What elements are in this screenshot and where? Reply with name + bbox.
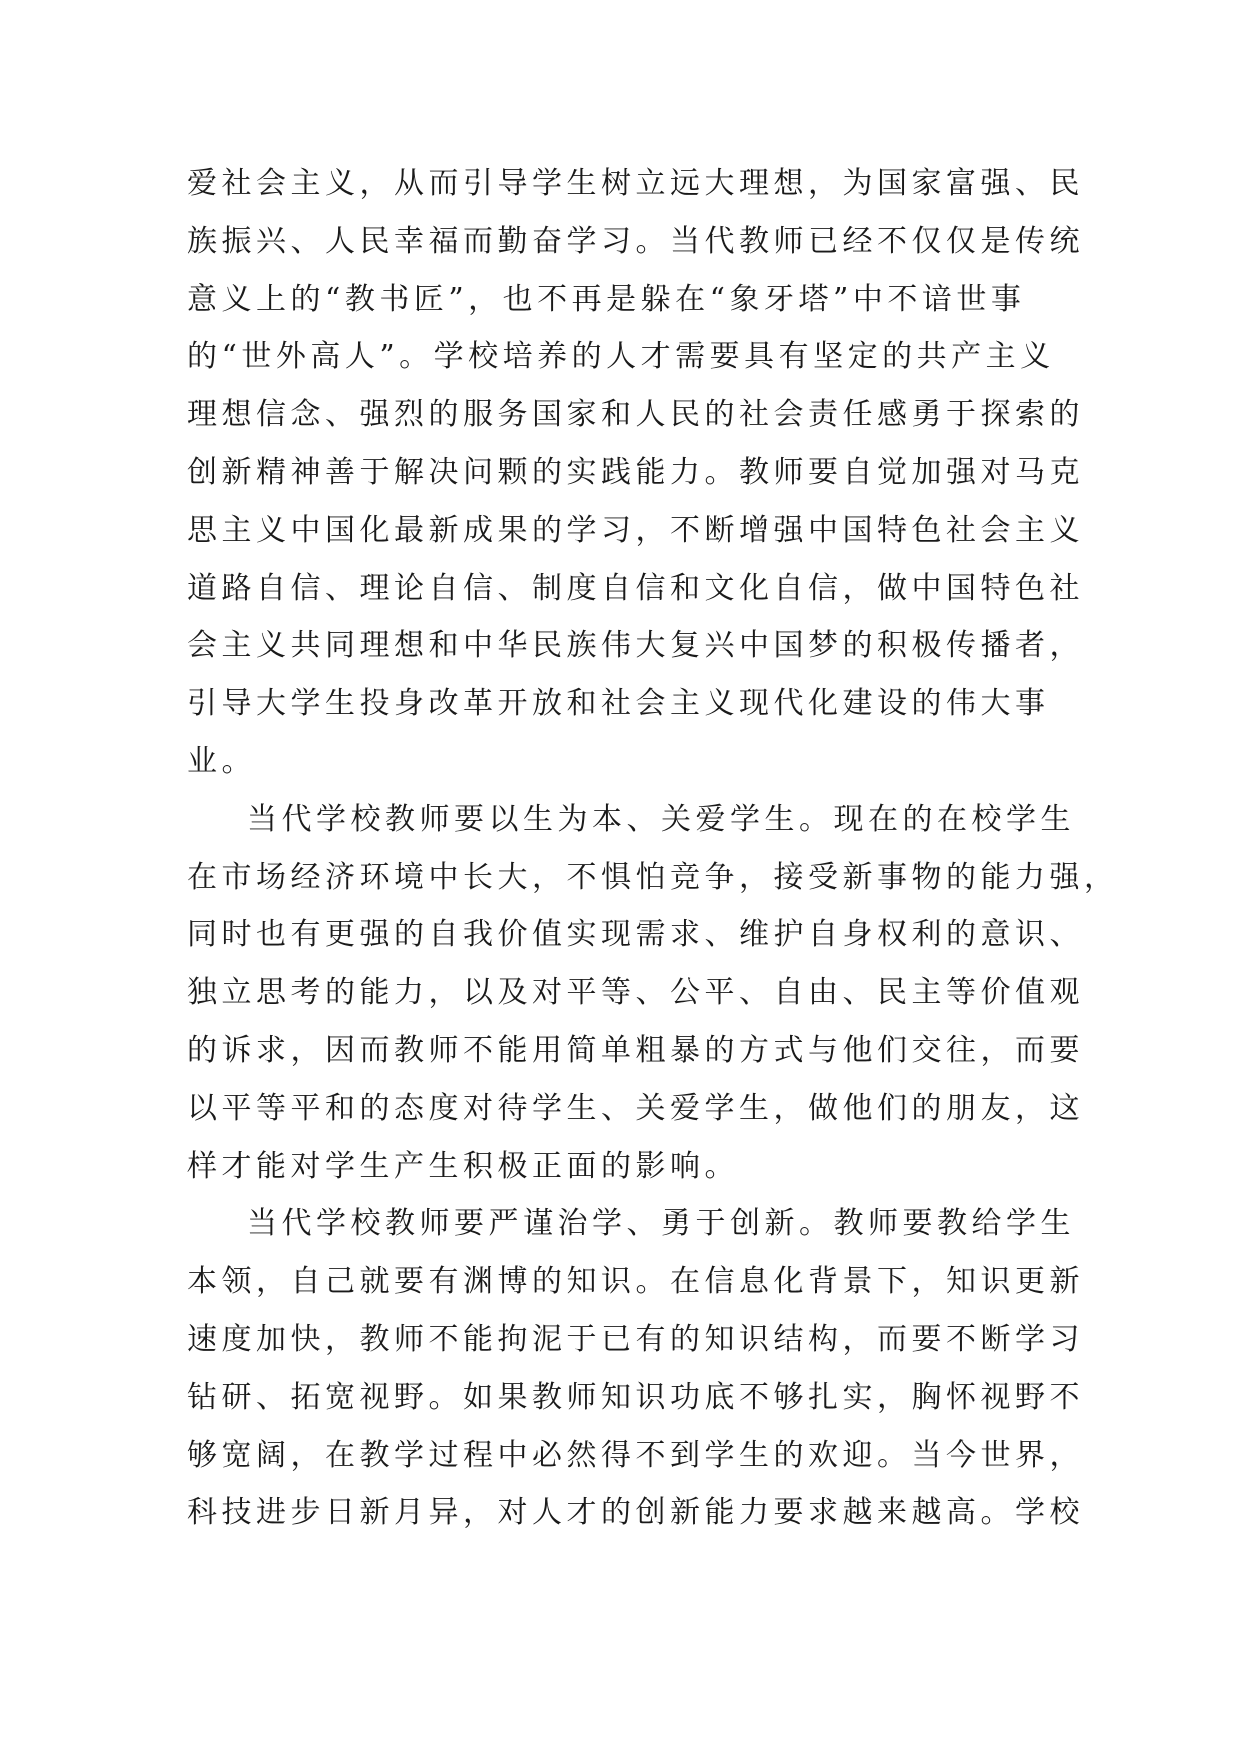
text-line: 道路自信、理论自信、制度自信和文化自信，做中国特色社 <box>187 570 1084 606</box>
text-line: 理想信念、强烈的服务国家和人民的社会责任感勇于探索的 <box>187 397 1084 433</box>
paragraph <box>187 155 1084 791</box>
text-line: 同时也有更强的自我价值实现需求、维护自身权利的意识、 <box>187 917 1084 953</box>
text-line: 爱社会主义，从而引导学生树立远大理想，为国家富强、民 <box>187 166 1084 201</box>
text-line: 样才能对学生产生积极正面的影响。 <box>187 1148 739 1184</box>
text-line: 当代学校教师要严谨治学、勇于创新。教师要教给学生 <box>247 1206 1075 1242</box>
text-line: 钻研、拓宽视野。如果教师知识功底不够扎实，胸怀视野不 <box>187 1379 1084 1415</box>
text-line: 业。 <box>187 743 256 779</box>
text-line: 的“世外高人”。学校培养的人才需要具有坚定的共产主义 <box>187 339 1055 375</box>
body-text <box>187 155 1119 1542</box>
text-line: 科技进步日新月异，对人才的创新能力要求越来越高。学校 <box>187 1495 1084 1531</box>
text-line: 意义上的“教书匠”，也不再是躲在“象牙塔”中不谙世事 <box>187 281 1026 317</box>
text-line: 引导大学生投身改革开放和社会主义现代化建设的伟大事 <box>187 686 1050 722</box>
text-line: 在市场经济环境中长大，不惧怕竞争，接受新事物的能力强， <box>187 859 1119 895</box>
text-line: 够宽阔，在教学过程中必然得不到学生的欢迎。当今世界， <box>187 1437 1084 1473</box>
text-line: 族振兴、人民幸福而勤奋学习。当代教师已经不仅仅是传统 <box>187 223 1084 259</box>
text-line: 创新精神善于解决问颗的实践能力。教师要自觉加强对马克 <box>187 454 1084 490</box>
text-line: 速度加快，教师不能拘泥于已有的知识结构，而要不断学习 <box>187 1321 1084 1357</box>
text-line: 本领，自己就要有渊博的知识。在信息化背景下，知识更新 <box>187 1264 1084 1300</box>
paragraph <box>187 791 1119 1196</box>
paragraph <box>187 1195 1084 1542</box>
text-line: 会主义共同理想和中华民族伟大复兴中国梦的积极传播者， <box>187 628 1084 664</box>
text-line: 思主义中国化最新成果的学习，不断增强中国特色社会主义 <box>187 512 1084 548</box>
text-line: 当代学校教师要以生为本、关爱学生。现在的在校学生 <box>247 801 1075 837</box>
text-line: 独立思考的能力，以及对平等、公平、自由、民主等价值观 <box>187 975 1084 1011</box>
text-line: 以平等平和的态度对待学生、关爱学生，做他们的朋友，这 <box>187 1090 1084 1126</box>
text-line: 的诉求，因而教师不能用简单粗暴的方式与他们交往，而要 <box>187 1032 1084 1068</box>
